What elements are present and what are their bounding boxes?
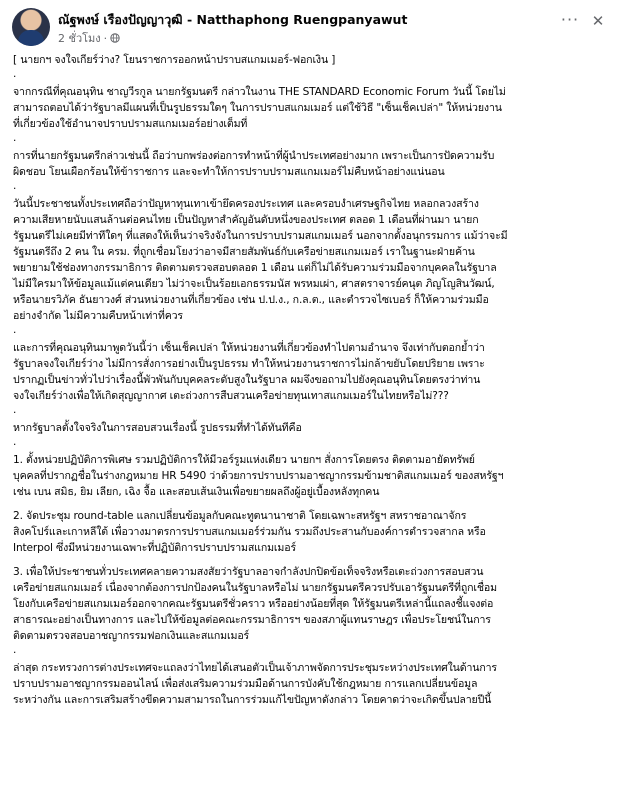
close-button[interactable] (589, 12, 607, 30)
post-paragraph: [ นายกฯ จงใจเกียร์ว่าง? โยนราชการออกหน้าปราบสแกมเมอร์-ฟอกเงิน ] (13, 54, 336, 66)
post-list-item: 3. เพื่อให้ประชาชนทั่วประเทศคลายความสงสัยว่ารัฐบาลอาจกำลังปกปิดข้อเท็จจริงหรือเตะถ่วงการสอบสวน เครือข่ายสแกมเมอร์ เนื่องจากต้องการปกป้องคนในรัฐบาลหรือไม่ นายกรัฐมนตรีควรปรับเอารัฐมนตรีที่ถูกเชื่อม โยงกับเครือข่ายสแกมเมอร์ออกจากคณะรัฐมนตรีชั่วคราว หรืออย่างน้อยที่สุด ให้รัฐมนตรีเหล่านี้แถลงชี้แจงต่อ สาธารณะอย่างเป็นทางการ และไปให้ข้อมูลต่อคณะกรรมาธิการฯ ของสภาผู้แทนราษฎร เพื่อประโยชน์ในการ ติดตามตรวจสอบอาชญากรรมฟอกเงินและสแกมเมอร์ (13, 566, 497, 642)
spacer-dot: . (13, 180, 17, 192)
meta-separator: · (103, 31, 108, 45)
post-paragraph: ล่าสุด กระทรวงการต่างประเทศจะแถลงว่าไทยได้เสนอตัวเป็นเจ้าภาพจัดการประชุมระหว่างประเทศในด้านการ ปราบปรามอาชญากรรมออนไลน์ เพื่อส่งเสริมความร่วมมือด้านการบังคับใช้กฎหมาย การแลกเปลี่ยนข้อมูล ระหว่างกัน และการเสริมสร้างขีดความสามารถในการร่วมแก้ไขปัญหาดังกล่าว โดยคาดว่าจะเกิดขึ้นปลายปีนี้ (13, 662, 497, 706)
post-paragraph: และการที่คุณอนุทินมาพูดวันนี้ว่า เซ็นเช็คเปล่า ให้หน่วยงานที่เกี่ยวข้องทำไปตามอำนาจ จึงเท่ากับตอกย้ำว่า รัฐบาลจงใจเกียร์ว่าง ไม่มีการสั่งการอย่างเป็นรูปธรรม ทำให้หน่วยงานราชการไม่กล้าขยับโดยปริยาย เพราะ ปรากฏเป็นข่าวทั่วไปว่าเรื่องนี้พัวพันกับบุคคลระดับสูงในรัฐบาล ผมจึงขอถามไปยังคุณอนุทินโดยตรงว่าท่าน จงใจเกียร์ว่างเพื่อให้เกิดสุญญากาศ เตะถ่วงการสืบสวนเครือข่ายทุนเทาสแกมเมอร์ในไทยหรือไม่??? (13, 342, 485, 402)
post-list-item: 2. จัดประชุม round-table แลกเปลี่ยนข้อมูลกับคณะทูตนานาชาติ โดยเฉพาะสหรัฐฯ สหราชอาณาจักร สิงคโปร์และเกาหลีใต้ เพื่อวางมาตรการปราบสแกมเมอร์ร่วมกัน รวมถึงประสานกับองค์การตำรวจสากล หรือ Interpol ซึ่งมีหน่วยงานเฉพาะที่ปฏิบัติการปราบปรามสแกมเมอร์ (13, 510, 486, 554)
post-paragraph: วันนี้ประชาชนทั้งประเทศถือว่าปัญหาทุนเทาเข้ายึดครองประเทศ และครอบงำเศรษฐกิจไทย หลอกลวงสร้าง ความเสียหายนับแสนล้านต่อคนไทย เป็นปัญหาสำคัญอันดับหนึ่งของประเทศ ตลอด 1 เดือนที่ผ่านมา นายก รัฐมนตรีไม่เคยมีท่าทีใดๆ ที่แสดงให้เห็นว่าจริงจังในการปราบปรามสแกมเมอร์ นอกจากตั้งอนุกรรมการ แม้ว่าจะมี รัฐมนตรีถึง 2 คน ใน ครม. ที่ถูกเชื่อมโยงว่าอาจมีสายสัมพันธ์กับเครือข่ายสแกมเมอร์ เราในฐานะฝ่ายค้าน พยายามใช้ช่องทางกรรมาธิการ ติดตามตรวจสอบตลอด 1 เดือน แต่ก็ไม่ได้รับความร่วมมือจากบุคคลในรัฐบาล ไม่มีใครมาให้ข้อมูลแม้แต่คนเดียว ไม่ว่าจะเป็นร้อยเอกธรรมนัส พรหมเผ่า, ศาสตราจารย์คนุต ภิญโญสินวัฒน์, หรือนายรวิภัค ธันยาวงศ์ ส่วนหน่วยงานที่เกี่ยวข้อง เช่น ป.ป.ง., ก.ล.ต., และตำรวจไซเบอร์ ก็ให้ความร่วมมือ อย่างจำกัด ไม่มีความคืบหน้าเท่าที่ควร (13, 198, 508, 322)
spacer-dot: . (13, 404, 17, 416)
more-options-button[interactable] (559, 10, 581, 32)
close-icon: ✕ (591, 12, 605, 30)
author-name[interactable]: ณัฐพงษ์ เรืองปัญญาวุฒิ - Natthaphong Ruengpanyawut (58, 12, 408, 27)
spacer-dot: . (13, 436, 17, 448)
post-paragraph: การที่นายกรัฐมนตรีกล่าวเช่นนี้ ถือว่าบกพร่องต่อการทำหน้าที่ผู้นำประเทศอย่างมาก เพราะเป็นการปัดความรับ ผิดชอบ โยนเผือกร้อนให้ข้าราชการ และจะทำให้การปราบปรามสแกมเมอร์ไม่คืบหน้าอย่างแน่นอน (13, 150, 495, 178)
avatar[interactable] (12, 8, 50, 46)
ellipsis-icon: ··· (560, 10, 580, 29)
spacer-dot: . (13, 324, 17, 336)
post-time[interactable]: 2 ชั่วโมง (58, 32, 101, 45)
post-meta (58, 29, 120, 47)
spacer-dot: . (13, 132, 17, 144)
post-body (13, 52, 613, 708)
post-list-item: 1. ตั้งหน่วยปฏิบัติการพิเศษ รวมปฏิบัติการให้มีวอร์รูมแห่งเดียว นายกฯ สั่งการโดยตรง ติดตามอายัดทรัพย์ บุคคลที่ปรากฏชื่อในร่างกฎหมาย HR 5490 ว่าด้วยการปราบปรามอาชญากรรมข้ามชาติสแกมเมอร์ ของสหรัฐฯ เช่น เบน สมิธ, ยิม เลียก, เฉิง จื้อ และสอบเส้นเงินเพื่อขยายผลถึงผู้อยู่เบื้องหลังทุกคน (13, 454, 504, 498)
post-paragraph: จากกรณีที่คุณอนุทิน ชาญวีรกูล นายกรัฐมนตรี กล่าวในงาน THE STANDARD Economic Forum วันนี้ โดยไม่ สามารถตอบได้ว่ารัฐบาลมีแผนที่เป็นรูปธรรมใดๆ ในการปราบสแกมเมอร์ แต่ใช้วิธี "เซ็นเช็คเปล่า" ให้หน่วยงาน ที่เกี่ยวข้องใช้อำนาจปราบปรามสแกมเมอร์อย่างเต็มที่ (13, 86, 506, 130)
spacer-dot: . (13, 68, 17, 80)
spacer-dot: . (13, 644, 17, 656)
post-header (12, 8, 607, 48)
globe-icon[interactable] (110, 33, 120, 43)
post-paragraph: หากรัฐบาลตั้งใจจริงในการสอบสวนเรื่องนี้ รูปธรรมที่ทำได้ทันทีคือ (13, 422, 302, 434)
